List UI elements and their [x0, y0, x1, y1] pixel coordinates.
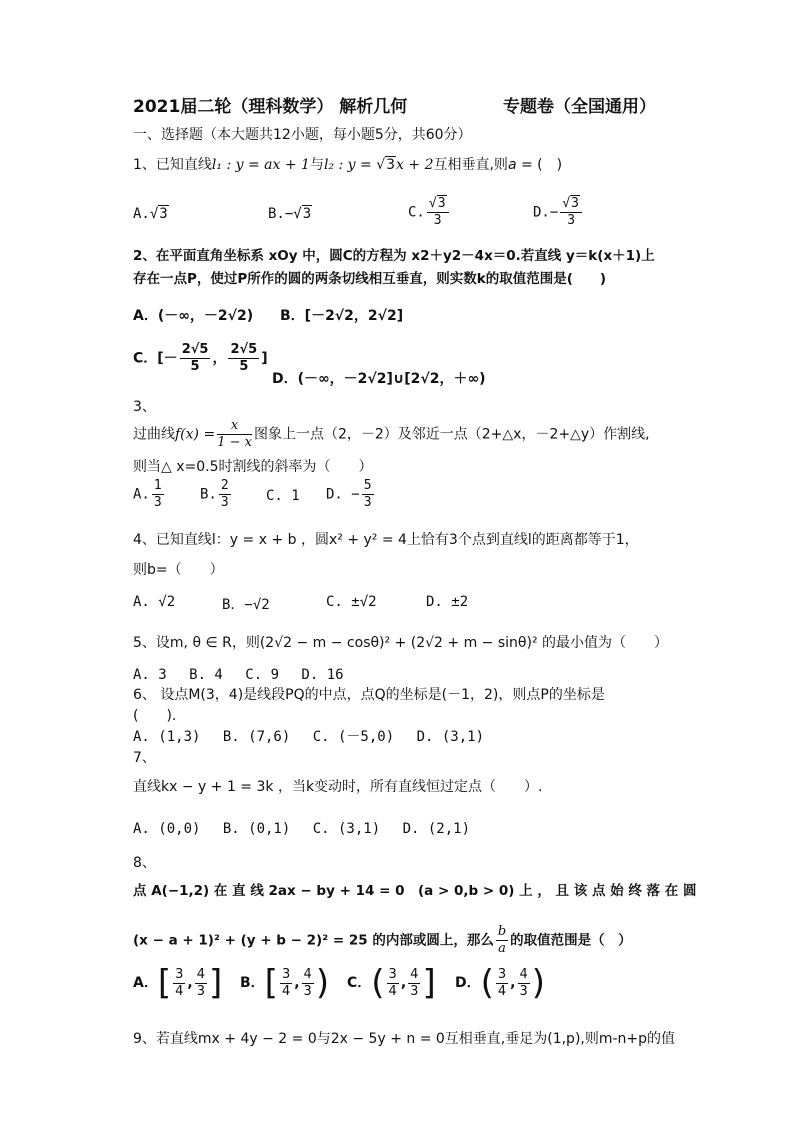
q1-text: 1、已知直线	[133, 157, 212, 173]
question-2-line-1: 2、在平面直角坐标系 xOy 中，圆C的方程为 x2＋y2－4x＝0.若直线 y＝k(x＋1)上	[133, 248, 655, 264]
question-3-line-2: 则当△ x=0.5时割线的斜率为（ ）	[133, 459, 373, 475]
question-4-line-1: 4、已知直线l：y = x + b ，圆x² + y² = 4上恰有3个点到直线l的距离都等于1，	[133, 532, 639, 548]
q1-line2: l₂ : y =	[323, 157, 377, 173]
q3-b-label: B.	[200, 486, 217, 503]
q3-option-d	[326, 478, 376, 511]
q8-c-n2: 4	[410, 966, 419, 982]
q8-a-n2: 4	[196, 966, 205, 982]
q3-d-num: 5	[363, 478, 372, 493]
q3-pre: 过曲线	[133, 426, 175, 443]
question-3-line-1	[133, 418, 650, 451]
q1-line1: l₁ : y = ax + 1	[211, 157, 310, 173]
q8-d-d1: 4	[497, 983, 507, 999]
q8-c-left: (	[371, 963, 385, 1003]
section-heading: 一、选择题（本大题共12小题，每小题5分，共60分）	[133, 127, 472, 143]
q8-line2-post: 的取值范围是（ ）	[510, 932, 632, 949]
q1-option-b: B.−√3	[268, 206, 312, 222]
question-7-number: 7、	[133, 750, 156, 766]
q2-c-mid: ，	[212, 350, 227, 367]
question-3-number: 3、	[133, 399, 156, 415]
q3-fx: f(x) =	[175, 426, 216, 443]
q1-a-val: 3	[159, 206, 168, 222]
q1-d-label: D.−	[533, 204, 559, 221]
title-sub: 专题卷（全国通用）	[503, 97, 656, 117]
q3-post: 图象上一点（2，－2）及邻近一点（2+△x，－2+△y）作割线,	[253, 426, 650, 443]
q1-c-num: 3	[437, 196, 446, 211]
q8-a-left: [	[157, 963, 172, 1003]
q1-b-label: B.−	[268, 206, 294, 222]
q8-option-d: D．( $\frac{3}{4}$ , $\frac{4}{3}$ )	[455, 963, 546, 1003]
q8-line2-pre: (x − a + 1)² + (y + b − 2)² = 25 的内部或圆上，那么	[133, 932, 494, 949]
q8-b-n1: 3	[281, 966, 291, 982]
question-6-line-2: ( ).	[133, 708, 177, 724]
q2-c-post: ]	[261, 350, 268, 367]
q1-a-label: A.	[133, 206, 150, 222]
q8-d-d2: 3	[519, 983, 528, 999]
question-6-options: A. (1,3) B. (7,6) C. (－5,0) D. (3,1)	[133, 729, 485, 745]
q8-d-label: D．	[455, 975, 481, 991]
question-2-line-2: 存在一点P，使过P所作的圆的两条切线相互垂直，则实数k的取值范围是( )	[133, 271, 607, 287]
q1-d-num: 3	[571, 196, 579, 211]
q2-c-den2: 5	[239, 359, 249, 374]
q8-option-a: A．[ $\frac{3}{4}$ , $\frac{4}{3}$ ]	[133, 963, 223, 1003]
q8-a-label: A．	[133, 975, 158, 991]
q2-option-c	[133, 342, 268, 375]
q1-b-val: 3	[302, 206, 312, 222]
question-4-line-2: 则b=（ ）	[133, 562, 224, 578]
question-7-line-1: 直线kx − y + 1 = 3k ，当k变动时，所有直线恒过定点（ ）.	[133, 779, 543, 795]
q8-a-d2: 3	[196, 983, 205, 999]
q8-a-n1: 3	[175, 966, 184, 982]
question-8-line-2	[133, 924, 632, 957]
q8-d-n1: 3	[497, 966, 507, 982]
document-title	[133, 92, 673, 117]
q1-var: a	[507, 157, 517, 173]
q8-c-right: ]	[422, 963, 436, 1003]
q1-d-den: 3	[567, 213, 576, 228]
q8-option-c: C．( $\frac{3}{4}$ , $\frac{4}{3}$ ]	[347, 963, 436, 1003]
q1-c-den: 3	[433, 213, 442, 228]
q2-option-d: D．(－∞，－2√2]∪[2√2，＋∞)	[272, 371, 486, 387]
q8-frac-den: a	[498, 941, 506, 956]
q8-a-right: ]	[209, 963, 223, 1003]
question-1-stem: 1、已知直线l₁ : y = ax + 1与l₂ : y = √3x + 2互相垂直,则a = ( )	[133, 157, 563, 173]
question-5-line-1: 5、设m, θ ∈ R，则(2√2 − m − cosθ)² + (2√2 + m − sinθ)² 的最小值为（ ）	[133, 635, 669, 651]
q1-option-a: A.√3	[133, 206, 168, 222]
question-5-options: A. 3 B. 4 C. 9 D. 16	[133, 667, 344, 683]
q1-sqrt: 3	[386, 157, 396, 173]
question-6-line-1: 6、 设点M(3，4)是线段PQ的中点，点Q的坐标是(－1，2)，则点P的坐标是	[133, 687, 605, 703]
q1-c-label: C.	[408, 204, 425, 221]
q8-c-n1: 3	[388, 966, 397, 982]
q2-c-den1: 5	[190, 359, 200, 374]
q8-b-n2: 4	[303, 966, 312, 982]
q3-b-num: 2	[220, 478, 229, 493]
q1-line2-end: x + 2	[396, 157, 434, 173]
q4-option-c: C. ±√2	[326, 594, 377, 610]
q8-b-d2: 3	[303, 983, 312, 999]
question-7-options: A. (0,0) B. (0,1) C. (3,1) D. (2,1)	[133, 821, 471, 837]
q3-den: 1 − x	[217, 435, 252, 450]
q3-option-c: C. 1	[266, 488, 300, 504]
q8-d-right: )	[531, 963, 546, 1003]
question-8-number: 8、	[133, 855, 156, 871]
q8-b-label: B．	[240, 975, 265, 991]
q3-option-a	[133, 478, 166, 511]
q2-option-a: A．(－∞，－2√2)	[133, 308, 254, 324]
question-9-line-1: 9、若直线mx + 4y − 2 = 0与2x − 5y + n = 0互相垂直,垂足为(1,p),则m-n+p的值	[133, 1031, 676, 1047]
q8-b-left: [	[264, 963, 278, 1003]
q4-option-d: D. ±2	[426, 594, 469, 610]
q1-ask: = ( )	[516, 157, 563, 173]
q3-option-b	[200, 478, 233, 511]
q8-c-d2: 3	[410, 983, 419, 999]
q4-option-b: B．−√2	[222, 597, 270, 613]
q8-b-d1: 4	[281, 983, 291, 999]
q2-c-num2: 2√5	[230, 342, 258, 357]
q3-a-den: 3	[153, 495, 162, 510]
q8-d-n2: 4	[519, 966, 528, 982]
q8-a-d1: 4	[175, 983, 184, 999]
q4-option-a: A. √2	[133, 594, 176, 610]
q8-c-d1: 4	[388, 983, 397, 999]
q3-num: x	[217, 418, 252, 435]
q3-d-den: 3	[363, 495, 372, 510]
q8-frac-num: b	[497, 924, 507, 939]
q8-b-right: )	[315, 963, 330, 1003]
q3-a-label: A.	[133, 486, 150, 503]
q1-and: 与	[309, 157, 324, 173]
q8-option-b: B．[ $\frac{3}{4}$ , $\frac{4}{3}$ )	[240, 963, 330, 1003]
q2-c-pre: C．[－	[133, 350, 178, 367]
q2-option-b: B．[－2√2，2√2]	[280, 308, 404, 324]
q3-a-num: 1	[153, 478, 162, 493]
question-8-line-1: 点 A(−1,2) 在 直 线 2ax − by + 14 = 0 (a > 0,b > 0) 上 ， 且 该 点 始 终 落 在 圆	[133, 883, 697, 899]
q3-b-den: 3	[220, 495, 229, 510]
q1-option-d: D.− $\frac{√3}{3}$	[533, 196, 584, 229]
q8-d-left: (	[480, 963, 494, 1003]
q3-d-label: D. −	[326, 486, 360, 503]
q1-option-c: C. $\frac{√3}{3}$	[408, 196, 451, 229]
q1-perp: 互相垂直,则	[433, 157, 508, 173]
q2-c-num1: 2√5	[181, 342, 209, 357]
title-main: 2021届二轮（理科数学） 解析几何	[133, 97, 408, 117]
q8-c-label: C．	[347, 975, 372, 991]
